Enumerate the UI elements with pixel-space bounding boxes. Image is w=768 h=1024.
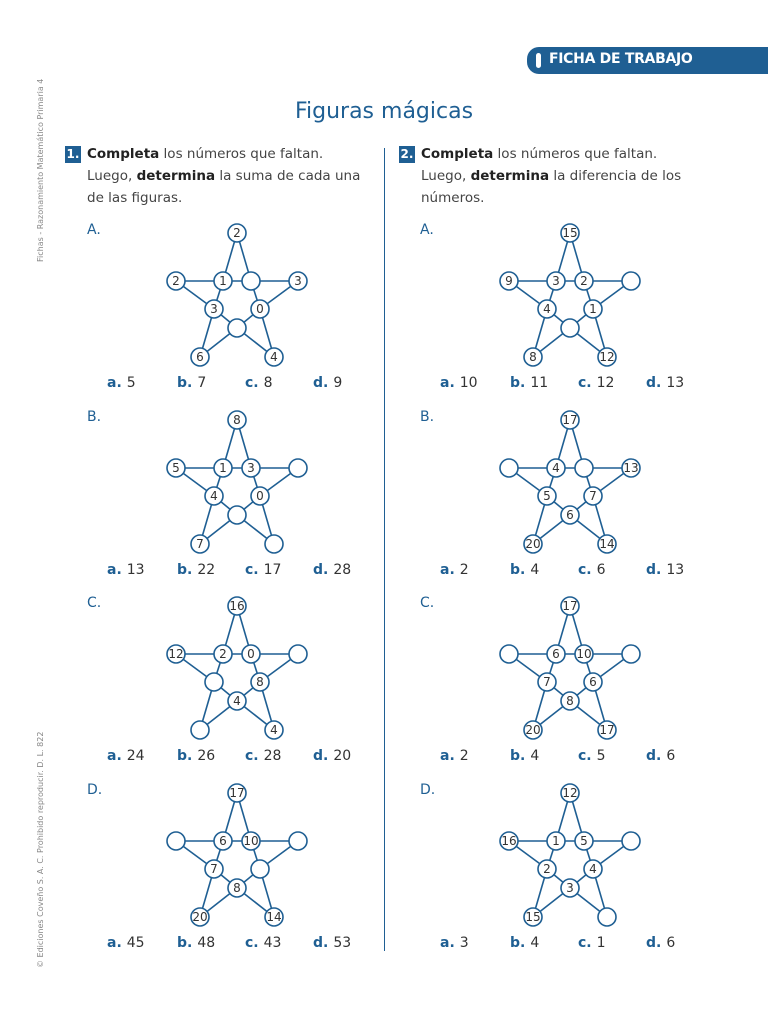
answer-option[interactable]	[440, 562, 469, 578]
option-key: d.	[313, 748, 329, 764]
star-node-value: 20	[525, 537, 541, 551]
star-node	[575, 272, 593, 290]
star-node	[191, 348, 209, 366]
answer-option[interactable]	[313, 748, 351, 764]
star-node-value: 6	[219, 834, 227, 848]
option-value: 24	[126, 748, 145, 764]
star-node-value: 4	[589, 862, 597, 876]
star-node-empty[interactable]	[228, 506, 246, 524]
star-node-value: 1	[219, 274, 227, 288]
star-node	[500, 832, 518, 850]
option-value: 4	[530, 748, 540, 764]
option-value: 53	[333, 935, 352, 951]
star-node	[214, 272, 232, 290]
star-node-empty[interactable]	[622, 272, 640, 290]
star-node-value: 8	[256, 675, 264, 689]
star-node-value: 13	[623, 461, 639, 475]
magic-star-figure	[162, 222, 312, 372]
star-node-value: 14	[266, 910, 282, 924]
section-label: A.	[87, 222, 101, 238]
star-node	[251, 300, 269, 318]
option-key: b.	[177, 562, 193, 578]
star-node	[561, 692, 579, 710]
instruction-part-1: los números que faltan. Luego,	[421, 146, 658, 184]
star-node	[524, 348, 542, 366]
answer-option[interactable]	[245, 748, 281, 764]
star-node	[538, 487, 556, 505]
section-label: B.	[420, 409, 435, 425]
star-node-empty[interactable]	[251, 860, 269, 878]
star-node-value: 1	[219, 461, 227, 475]
star-node-value: 20	[525, 723, 541, 737]
answer-option[interactable]	[440, 375, 478, 391]
option-key: b.	[177, 935, 193, 951]
star-node-value: 10	[576, 647, 592, 661]
star-node	[524, 535, 542, 553]
star-node-value: 8	[566, 694, 574, 708]
instruction-part-1: los números que faltan. Luego,	[87, 146, 324, 184]
option-value: 2	[459, 748, 469, 764]
star-node	[561, 224, 579, 242]
star-node	[251, 487, 269, 505]
option-value: 28	[333, 562, 352, 578]
option-value: 28	[263, 748, 282, 764]
star-node-value: 2	[219, 647, 227, 661]
star-node	[228, 692, 246, 710]
option-value: 6	[666, 935, 676, 951]
star-node	[265, 721, 283, 739]
star-node-value: 14	[599, 537, 615, 551]
star-node	[584, 860, 602, 878]
star-node	[167, 645, 185, 663]
star-node-value: 17	[229, 786, 245, 800]
answer-option[interactable]	[313, 562, 351, 578]
star-node-value: 8	[233, 413, 241, 427]
star-node	[547, 272, 565, 290]
option-value: 9	[333, 375, 343, 391]
option-key: a.	[107, 935, 122, 951]
answer-option[interactable]	[578, 935, 606, 951]
magic-star-figure	[162, 409, 312, 559]
star-node	[191, 535, 209, 553]
star-node-value: 1	[589, 302, 597, 316]
star-node	[547, 459, 565, 477]
star-node	[228, 879, 246, 897]
star-node	[584, 300, 602, 318]
option-key: b.	[177, 375, 193, 391]
header-tab	[527, 47, 768, 74]
star-node	[500, 272, 518, 290]
star-node	[228, 411, 246, 429]
magic-star-figure	[495, 409, 645, 559]
star-node-value: 4	[270, 350, 278, 364]
answer-option[interactable]	[646, 375, 684, 391]
star-node-value: 12	[562, 786, 578, 800]
star-node	[598, 721, 616, 739]
star-node	[251, 673, 269, 691]
header-pill-icon	[536, 53, 541, 68]
option-key: a.	[440, 935, 455, 951]
star-node	[622, 459, 640, 477]
option-value: 48	[197, 935, 216, 951]
star-node-empty[interactable]	[228, 319, 246, 337]
instruction-part-2: determina	[136, 168, 216, 184]
answer-option[interactable]	[245, 935, 281, 951]
option-key: c.	[578, 935, 592, 951]
star-node-empty[interactable]	[191, 721, 209, 739]
star-node	[289, 272, 307, 290]
magic-star-figure	[162, 782, 312, 932]
answer-option[interactable]	[578, 748, 606, 764]
option-key: d.	[646, 935, 662, 951]
star-node	[228, 784, 246, 802]
star-node	[228, 224, 246, 242]
option-value: 7	[197, 375, 207, 391]
side-text-bottom: © Ediciones Coveño S. A. C. Prohibido reproducir. D. L. 822	[36, 731, 45, 968]
star-node	[561, 411, 579, 429]
star-node-value: 10	[243, 834, 259, 848]
answer-option[interactable]	[646, 935, 675, 951]
star-node-value: 7	[196, 537, 204, 551]
star-node	[598, 348, 616, 366]
star-node	[242, 832, 260, 850]
star-node	[265, 348, 283, 366]
answer-option[interactable]	[245, 375, 273, 391]
star-node	[561, 784, 579, 802]
star-node-empty[interactable]	[205, 673, 223, 691]
star-node-value: 3	[294, 274, 302, 288]
option-value: 8	[263, 375, 273, 391]
star-node-value: 5	[580, 834, 588, 848]
star-node-value: 8	[233, 881, 241, 895]
star-node	[242, 459, 260, 477]
option-key: c.	[245, 748, 259, 764]
star-node-value: 1	[552, 834, 560, 848]
star-node	[561, 879, 579, 897]
instruction-part-2: determina	[470, 168, 550, 184]
star-node-value: 17	[599, 723, 615, 737]
star-node	[214, 832, 232, 850]
option-key: b.	[510, 935, 526, 951]
star-node-value: 17	[562, 413, 578, 427]
star-node	[584, 487, 602, 505]
option-key: a.	[107, 748, 122, 764]
option-key: a.	[107, 375, 122, 391]
star-node-value: 4	[552, 461, 560, 475]
star-node-value: 15	[562, 226, 578, 240]
star-node-value: 5	[543, 489, 551, 503]
star-node-value: 12	[599, 350, 615, 364]
star-node-empty[interactable]	[575, 459, 593, 477]
problem-number-1: 1.	[66, 147, 80, 161]
option-key: a.	[440, 375, 455, 391]
star-node-value: 2	[580, 274, 588, 288]
option-key: c.	[245, 375, 259, 391]
star-node	[538, 860, 556, 878]
star-node	[538, 673, 556, 691]
answer-option[interactable]	[177, 562, 215, 578]
answer-option[interactable]	[578, 375, 614, 391]
answer-option[interactable]	[107, 375, 136, 391]
section-label: B.	[87, 409, 102, 425]
star-node-value: 3	[552, 274, 560, 288]
star-node-value: 6	[196, 350, 204, 364]
star-node	[214, 459, 232, 477]
instruction-part-3: la suma de cada una de las figuras.	[87, 168, 361, 206]
answer-option[interactable]	[646, 562, 684, 578]
answer-option[interactable]	[510, 562, 539, 578]
star-node-value: 0	[256, 489, 264, 503]
option-key: d.	[313, 562, 329, 578]
option-key: c.	[578, 562, 592, 578]
answer-option[interactable]	[578, 562, 606, 578]
star-node-value: 6	[566, 508, 574, 522]
option-key: d.	[646, 375, 662, 391]
header-label: FICHA DE TRABAJO	[549, 51, 693, 67]
option-key: d.	[313, 375, 329, 391]
problem-instruction-2	[421, 143, 701, 209]
option-key: c.	[245, 935, 259, 951]
column-divider	[384, 148, 385, 951]
option-value: 5	[596, 748, 606, 764]
option-value: 26	[197, 748, 216, 764]
option-value: 10	[459, 375, 478, 391]
option-value: 13	[666, 375, 685, 391]
star-node-value: 16	[501, 834, 517, 848]
answer-option[interactable]	[440, 748, 469, 764]
star-node-value: 4	[543, 302, 551, 316]
star-node-value: 7	[589, 489, 597, 503]
option-key: c.	[578, 748, 592, 764]
star-node-value: 8	[529, 350, 537, 364]
answer-option[interactable]	[313, 935, 351, 951]
star-node-value: 20	[192, 910, 208, 924]
option-value: 11	[530, 375, 549, 391]
star-node-empty[interactable]	[622, 645, 640, 663]
star-node-value: 5	[172, 461, 180, 475]
option-key: d.	[646, 748, 662, 764]
section-label: C.	[87, 595, 102, 611]
star-node-value: 2	[233, 226, 241, 240]
option-value: 17	[263, 562, 282, 578]
star-node-empty[interactable]	[561, 319, 579, 337]
star-node	[561, 597, 579, 615]
section-label: D.	[87, 782, 103, 798]
magic-star-figure	[495, 782, 645, 932]
section-label: A.	[420, 222, 434, 238]
option-key: c.	[245, 562, 259, 578]
star-node-value: 7	[543, 675, 551, 689]
answer-option[interactable]	[177, 375, 206, 391]
star-node-value: 2	[543, 862, 551, 876]
answer-option[interactable]	[313, 375, 342, 391]
option-value: 13	[126, 562, 145, 578]
star-node	[524, 908, 542, 926]
instruction-part-0: Completa	[421, 146, 494, 162]
answer-option[interactable]	[510, 748, 539, 764]
star-node-empty[interactable]	[289, 459, 307, 477]
star-node-empty[interactable]	[289, 645, 307, 663]
answer-option[interactable]	[107, 748, 145, 764]
star-node	[242, 645, 260, 663]
star-node	[205, 860, 223, 878]
star-node-value: 17	[562, 599, 578, 613]
option-key: c.	[578, 375, 592, 391]
answer-option[interactable]	[245, 562, 281, 578]
star-node-value: 4	[210, 489, 218, 503]
option-value: 20	[333, 748, 352, 764]
star-node	[598, 535, 616, 553]
option-key: b.	[510, 748, 526, 764]
section-label: C.	[420, 595, 435, 611]
star-node	[524, 721, 542, 739]
star-node-empty[interactable]	[167, 832, 185, 850]
problem-instruction-1	[87, 143, 367, 209]
option-key: b.	[510, 562, 526, 578]
option-value: 12	[596, 375, 615, 391]
option-value: 6	[666, 748, 676, 764]
star-node-value: 0	[256, 302, 264, 316]
option-key: a.	[440, 748, 455, 764]
star-node-value: 16	[229, 599, 245, 613]
instruction-part-3: la diferencia de los números.	[421, 168, 682, 206]
magic-star-figure	[495, 222, 645, 372]
star-node	[167, 459, 185, 477]
answer-option[interactable]	[177, 935, 215, 951]
star-node	[584, 673, 602, 691]
option-value: 6	[596, 562, 606, 578]
star-node-empty[interactable]	[500, 459, 518, 477]
option-value: 45	[126, 935, 145, 951]
star-node	[547, 645, 565, 663]
option-value: 22	[197, 562, 216, 578]
answer-option[interactable]	[177, 748, 215, 764]
star-node	[265, 908, 283, 926]
star-node-empty[interactable]	[598, 908, 616, 926]
magic-star-figure	[162, 595, 312, 745]
star-node	[561, 506, 579, 524]
star-node-value: 3	[247, 461, 255, 475]
option-value: 3	[459, 935, 469, 951]
star-node-value: 3	[210, 302, 218, 316]
star-node	[228, 597, 246, 615]
option-value: 1	[596, 935, 606, 951]
star-node	[191, 908, 209, 926]
answer-option[interactable]	[440, 935, 469, 951]
section-label: D.	[420, 782, 436, 798]
answer-option[interactable]	[510, 935, 539, 951]
star-node-empty[interactable]	[622, 832, 640, 850]
option-value: 2	[459, 562, 469, 578]
answer-option[interactable]	[646, 748, 675, 764]
option-key: b.	[177, 748, 193, 764]
star-node	[575, 645, 593, 663]
option-value: 13	[666, 562, 685, 578]
side-text-top: Fichas - Razonamiento Matemático Primaria 4	[36, 78, 45, 262]
answer-option[interactable]	[107, 935, 145, 951]
star-node-value: 2	[172, 274, 180, 288]
option-key: b.	[510, 375, 526, 391]
option-value: 43	[263, 935, 282, 951]
option-value: 4	[530, 562, 540, 578]
star-node	[205, 487, 223, 505]
instruction-part-0: Completa	[87, 146, 160, 162]
answer-option[interactable]	[107, 562, 145, 578]
star-node-empty[interactable]	[289, 832, 307, 850]
star-node-value: 4	[270, 723, 278, 737]
star-node-value: 4	[233, 694, 241, 708]
option-key: d.	[313, 935, 329, 951]
star-node-empty[interactable]	[500, 645, 518, 663]
star-node	[538, 300, 556, 318]
option-key: d.	[646, 562, 662, 578]
star-node-value: 6	[589, 675, 597, 689]
option-value: 4	[530, 935, 540, 951]
star-node	[547, 832, 565, 850]
star-node-value: 7	[210, 862, 218, 876]
page-title: Figuras mágicas	[294, 99, 474, 124]
answer-option[interactable]	[510, 375, 548, 391]
star-node	[575, 832, 593, 850]
star-node-value: 6	[552, 647, 560, 661]
problem-number-2: 2.	[400, 147, 414, 161]
option-key: a.	[440, 562, 455, 578]
star-node	[205, 300, 223, 318]
star-node-value: 9	[505, 274, 513, 288]
magic-star-figure	[495, 595, 645, 745]
star-node	[214, 645, 232, 663]
star-node-empty[interactable]	[242, 272, 260, 290]
star-node-empty[interactable]	[265, 535, 283, 553]
star-node-value: 12	[168, 647, 184, 661]
star-node-value: 0	[247, 647, 255, 661]
option-key: a.	[107, 562, 122, 578]
option-value: 5	[126, 375, 136, 391]
star-node-value: 3	[566, 881, 574, 895]
star-node-value: 15	[525, 910, 541, 924]
star-node	[167, 272, 185, 290]
